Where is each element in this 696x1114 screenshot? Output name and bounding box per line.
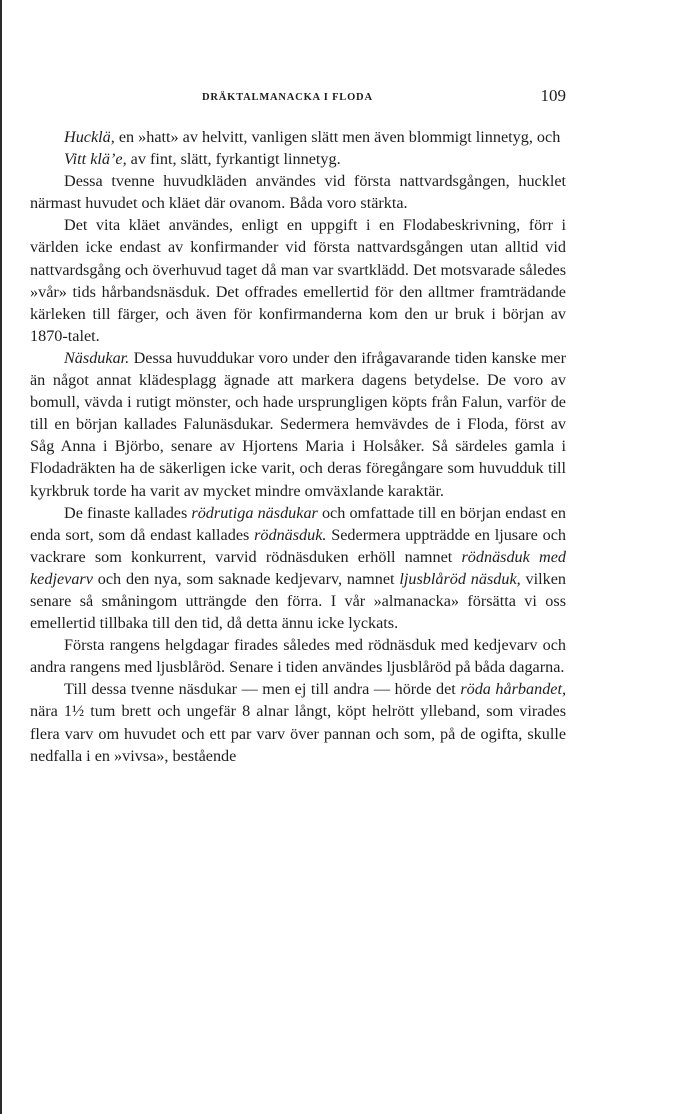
paragraph — [30, 634, 566, 678]
paragraph — [30, 678, 566, 766]
text-segment: Dessa tvenne huvudkläden användes vid första nattvardsgången, hucklet närmast huvudet och kläet där ovanom. Båda voro stärkta. — [30, 172, 566, 213]
text-segment: Näsdukar. — [64, 348, 130, 367]
text-segment: Första rangens helgdagar firades således med rödnäsduk med kedjevarv och andra rangens med ljusblåröd. Senare i tiden användes ljusblåröd på båda dagarna. — [30, 636, 566, 677]
text-segment: ljusblåröd näsduk, — [399, 569, 521, 588]
body-text — [30, 126, 566, 767]
paragraph — [30, 214, 566, 347]
text-segment: Sedermera uppträdde en ljusare och vackrare som konkurrent, varvid rödnäsduken erhöll namnet — [30, 525, 566, 566]
text-segment: Hucklä, — [64, 128, 115, 146]
text-segment: en »hatt» av helvitt, vanligen slätt men även blommigt linnetyg, och — [114, 128, 561, 146]
paragraph — [30, 347, 566, 502]
paragraph — [30, 148, 566, 170]
text-segment: Till dessa tvenne näsdukar — men ej till andra — hörde det — [64, 680, 461, 699]
text-segment: rödnäsduk med kedjevarv — [30, 547, 566, 588]
text-segment: av fint, slätt, fyrkantigt linnetyg. — [126, 150, 341, 169]
text-segment: Det vita kläet användes, enligt en uppgift i en Flodabeskrivning, förr i världen icke endast av konfirmander vid första nattvardsgången utan alltid vid nattvardsgång och överhuvud taget då man var svartklädd. Det motsvarade således »vår» tids hårbandsnäsduk. Det offrades emellertid för den alltmer framträdande kärleken till färger, och även för konfirmanderna kom den ur bruk i början av 1870-talet. — [30, 216, 566, 345]
paragraph — [30, 126, 566, 148]
paragraph — [30, 502, 566, 635]
text-segment: Vitt klä’e, — [64, 150, 127, 169]
book-page — [30, 86, 566, 767]
text-segment: röda hårbandet, — [460, 680, 567, 699]
page-number: 109 — [540, 86, 566, 105]
text-segment: rödnäsduk. — [254, 525, 327, 544]
text-segment: och omfattade till en början endast en enda sort, som då endast kallades — [30, 503, 566, 544]
text-segment: Dessa huvuddukar voro under den ifrågavarande tiden kanske mer än något annat klädesplagg ägnade att markera dagens betydelse. De voro av bomull, vävda i rutigt mönster, och hade ursprungligen köpts från Falun, varför de till en början kallades Falunäsdukar. Sedermera hemvävdes de i Floda, först av Såg Anna i Björbo, senare av Hjortens Maria i Holsåker. Så särdeles gamla i Flodadräkten ha de säkerligen icke varit, och deras föregångare som huvudduk till kyrkbruk torde ha varit av mycket mindre omväxlande karaktär. — [30, 348, 566, 500]
paragraph — [30, 170, 566, 214]
running-head — [30, 86, 566, 112]
text-segment: De finaste kallades — [64, 503, 192, 522]
text-segment: och den nya, som saknade kedjevarv, namnet — [92, 569, 400, 588]
text-segment: rödrutiga näsdukar — [191, 503, 318, 522]
text-segment: nära 1½ tum brett och ungefär 8 alnar långt, köpt helrött ylleband, som virades flera varv om huvudet och ett par varv över pannan och som, på de ogifta, skulle nedfalla i en »vivsa», bestående — [30, 702, 566, 765]
text-segment: vilken senare så småningom utträngde den förra. I vår »almanacka» försätta vi oss emellertid tillbaka till den tid, då detta ännu icke lyckats. — [30, 569, 567, 633]
running-title: DRÄKTALMANACKA I FLODA — [202, 92, 373, 103]
page-edge-line — [0, 0, 2, 1114]
